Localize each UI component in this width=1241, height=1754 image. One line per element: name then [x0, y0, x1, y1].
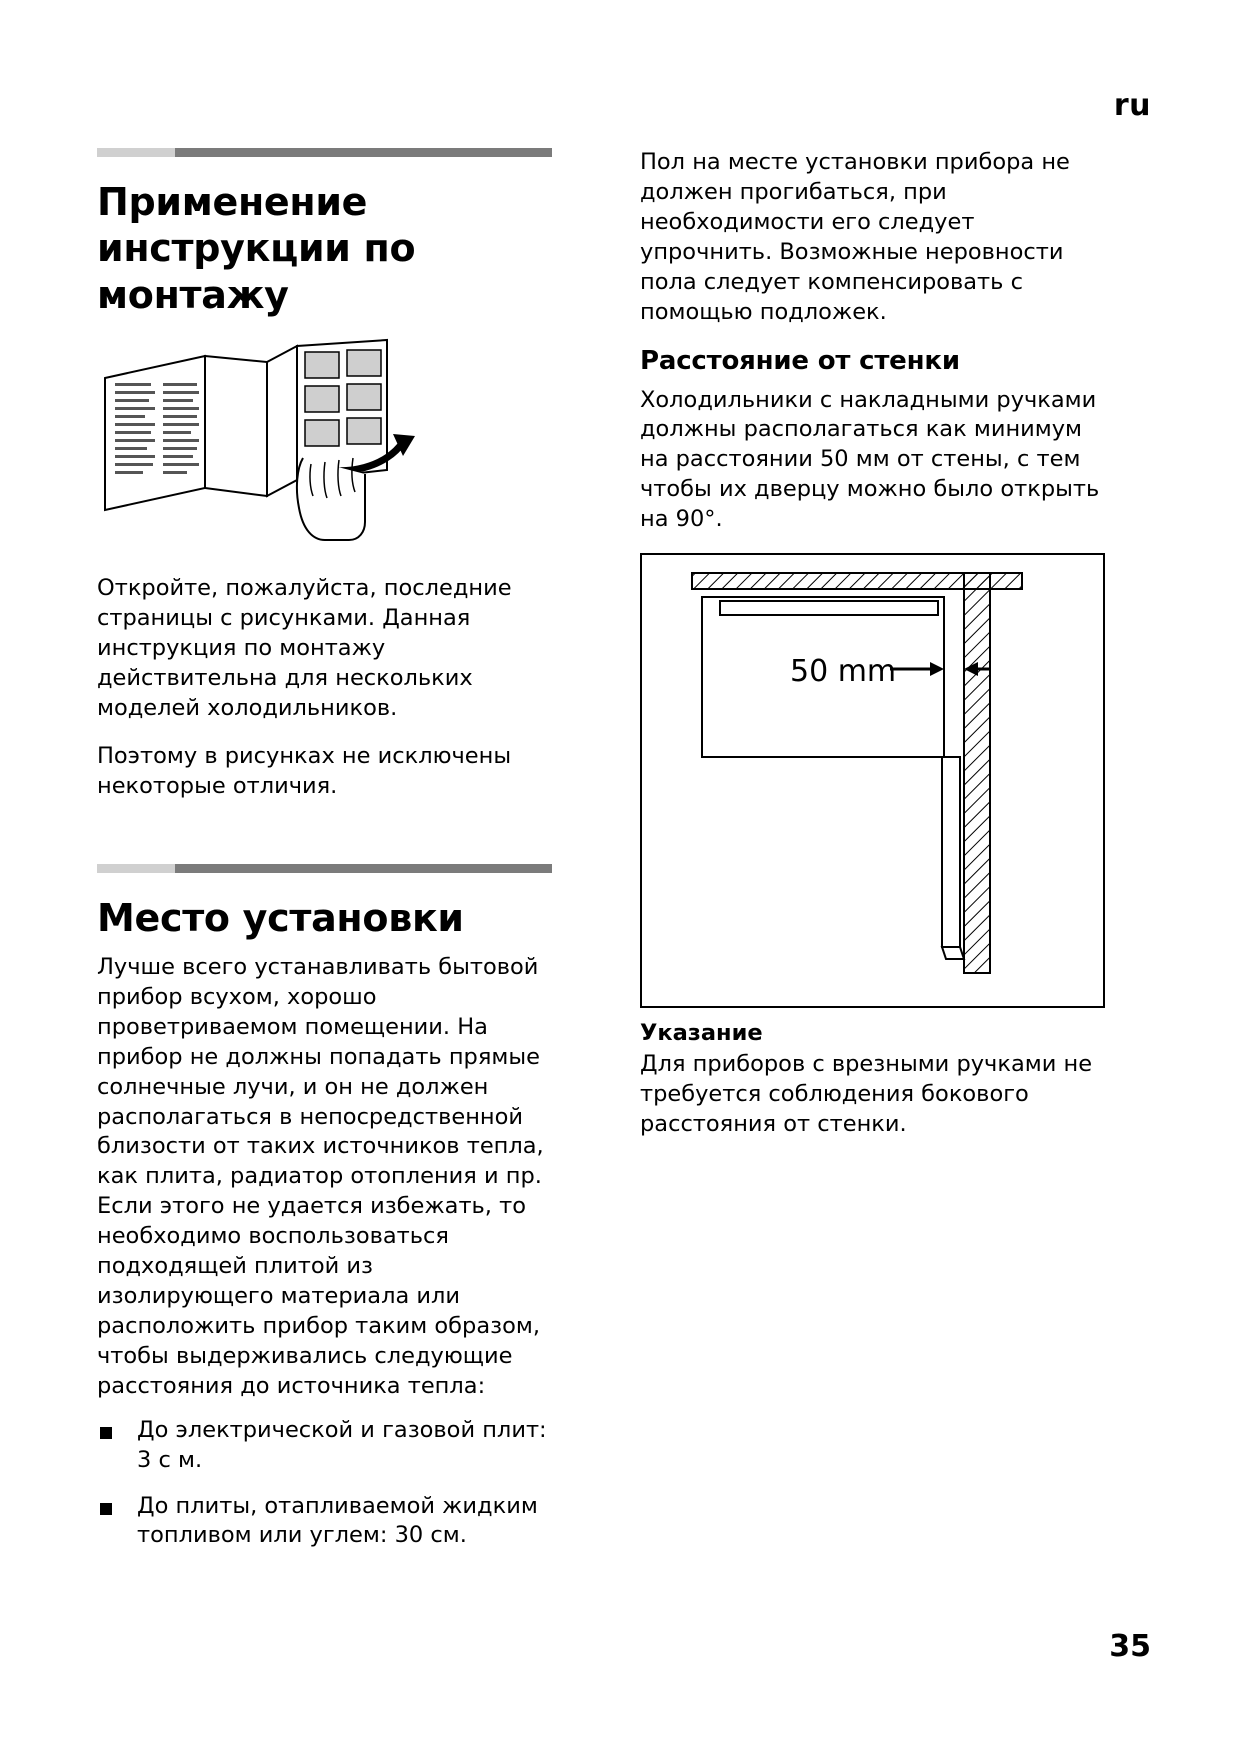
location-paragraph: Лучше всего устанавливать бытовой прибор всухом, хорошо проветриваемом помещении. На прибор не должны попадать прямые солнечные лучи, и он не должен располагаться в непосредственной близости от таких источников тепла, как плита, радиатор отопления и пр. Если этого не удается избежать, то необходимо воспользоваться подходящей плитой из изолирующего материала или расположить прибор таким образом, чтобы выдерживались следующие расстояния до источника тепла:	[97, 953, 544, 1399]
section-heading-location: Место установки	[97, 895, 464, 940]
list-item: До плиты, отапливаемой жидким топливом или углем: 30 см.	[97, 1492, 552, 1552]
language-tag: ru	[1113, 88, 1151, 123]
note-title: Указание	[640, 1020, 763, 1047]
booklet-opening-illustration	[97, 338, 467, 548]
list-item: До электрической и газовой плит: 3 с м.	[97, 1416, 552, 1476]
floor-paragraph: Пол на месте установки прибора не должен прогибаться, при необходимости его следует упрочнить. Возможные неровности пола следует компенсировать с помощью подложек.	[640, 149, 1070, 325]
section-heading-wall-distance: Расстояние от стенки	[640, 345, 960, 376]
spacer	[97, 820, 552, 864]
page-number: 35	[1109, 1629, 1151, 1664]
section-divider-rule-2	[97, 864, 552, 873]
note-text: Для приборов с врезными ручками не требуется соблюдения бокового расстояния от стенки.	[640, 1051, 1093, 1137]
wall-distance-paragraph: Холодильники с накладными ручками должны располагаться как минимум на расстоянии 50 мм от стены, с тем чтобы их дверцу можно было открыть на 90°.	[640, 386, 1100, 533]
intro-paragraph-1: Откройте, пожалуйста, последние страницы с рисунками. Данная инструкция по монтажу действительна для нескольких моделей холодильников.	[97, 575, 512, 721]
svg-text:50 mm: 50 mm	[790, 654, 897, 690]
wall-clearance-diagram	[640, 553, 1105, 1008]
page-title: Применение инструкции по монтажу	[97, 180, 416, 317]
clearance-bullet-list	[97, 1416, 552, 1552]
intro-paragraph-2: Поэтому в рисунках не исключены некоторые отличия.	[97, 742, 512, 799]
right-column	[640, 148, 1105, 1158]
section-divider-rule	[97, 148, 552, 157]
left-column	[97, 148, 552, 1567]
